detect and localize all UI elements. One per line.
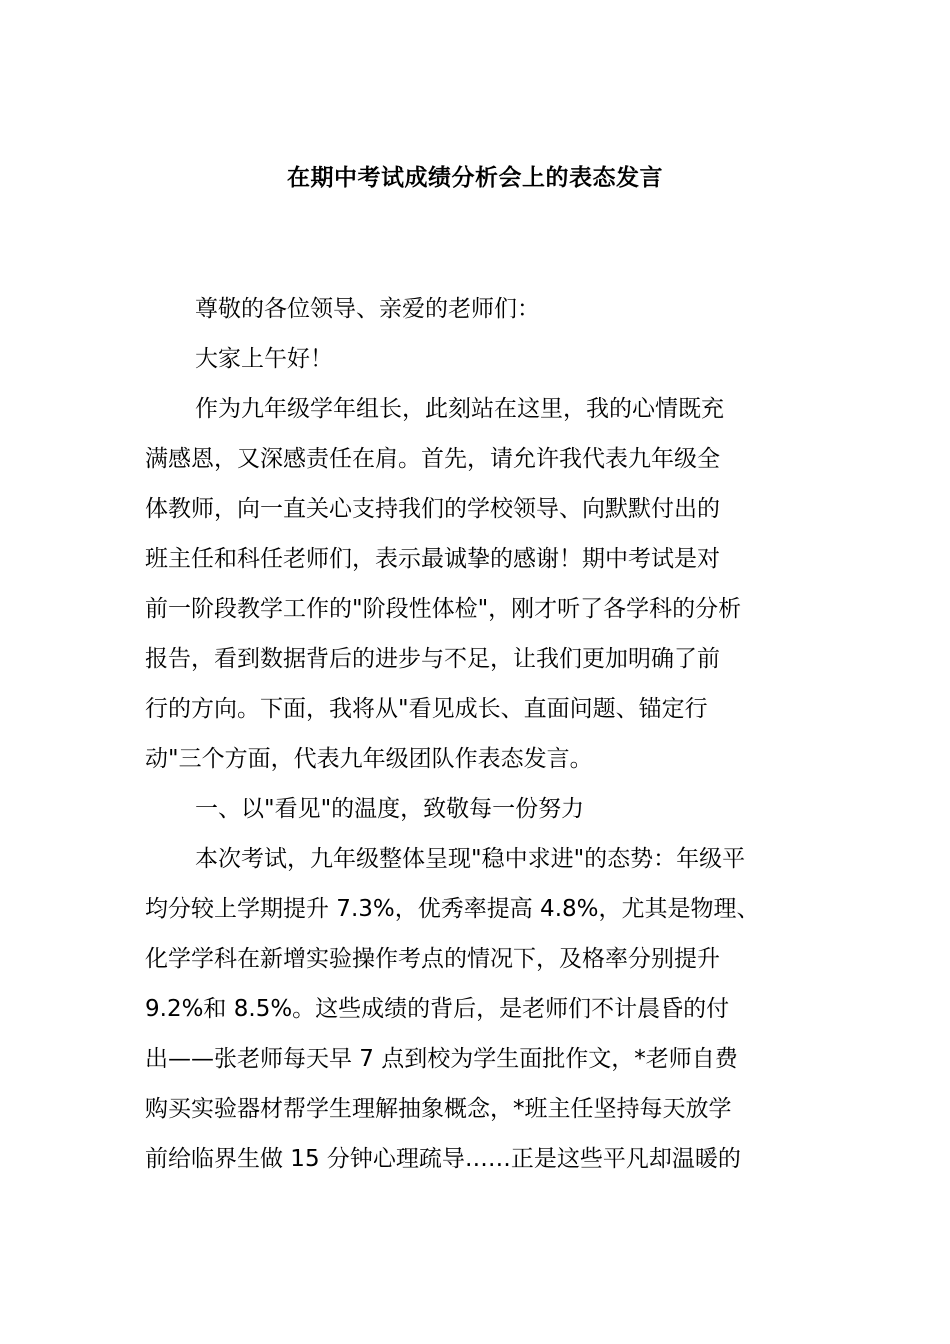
paragraph-line: 报告，看到数据背后的进步与不足，让我们更加明确了前 [145,646,720,672]
paragraph-line: 作为九年级学年组长，此刻站在这里，我的心情既充 [195,396,724,422]
paragraph-line: 班主任和科任老师们，表示最诚挚的感谢！期中考试是对 [145,546,720,572]
greeting-line: 大家上午好！ [195,346,333,372]
paragraph-line: 出——张老师每天早 7 点到校为学生面批作文，*老师自费 [145,1046,738,1072]
paragraph-line: 均分较上学期提升 7.3%，优秀率提高 4.8%，尤其是物理、 [145,896,760,922]
document-body [145,284,810,1184]
paragraph-line: 前一阶段教学工作的"阶段性体检"，刚才听了各学科的分析 [145,596,742,622]
paragraph-line: 满感恩，又深感责任在肩。首先，请允许我代表九年级全 [145,446,720,472]
paragraph-line: 前给临界生做 15 分钟心理疏导……正是这些平凡却温暖的 [145,1146,741,1172]
paragraph-line: 体教师，向一直关心支持我们的学校领导、向默默付出的 [145,496,720,522]
paragraph-line: 9.2%和 8.5%。这些成绩的背后，是老师们不计晨昏的付 [145,996,730,1022]
paragraph-line: 化学学科在新增实验操作考点的情况下，及格率分别提升 [145,946,720,972]
document-title: 在期中考试成绩分析会上的表态发言 [287,165,663,191]
salutation-line: 尊敬的各位领导、亲爱的老师们： [195,296,540,322]
paragraph-line: 动"三个方面，代表九年级团队作表态发言。 [145,746,593,772]
paragraph-line: 购买实验器材帮学生理解抽象概念，*班主任坚持每天放学 [145,1096,732,1122]
paragraph-line: 行的方向。下面，我将从"看见成长、直面问题、锚定行 [145,696,708,722]
section-heading: 一、以"看见"的温度，致敬每一份努力 [195,796,585,822]
paragraph-line: 本次考试，九年级整体呈现"稳中求进"的态势：年级平 [195,846,746,872]
